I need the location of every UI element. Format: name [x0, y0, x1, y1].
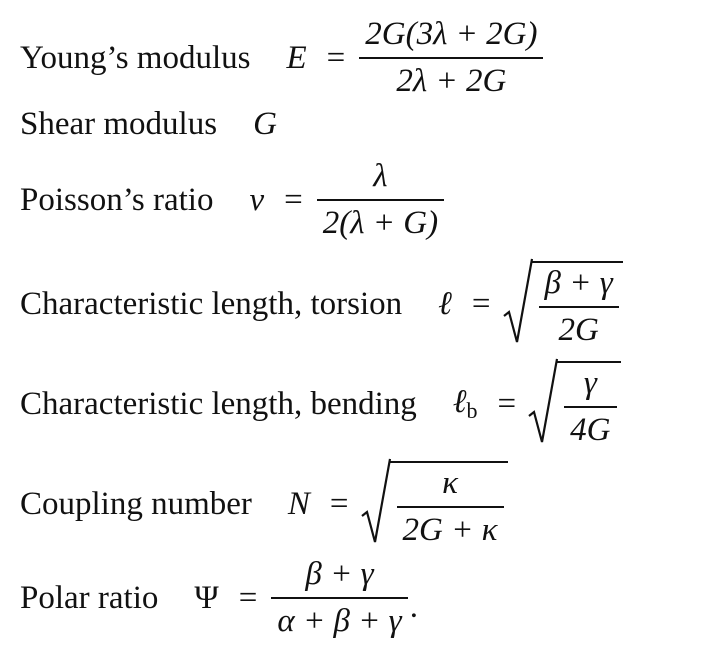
fraction-denominator: α + β + γ — [277, 603, 402, 639]
fraction-numerator: λ — [373, 158, 388, 194]
fraction-denominator: 4G — [570, 412, 611, 448]
square-root — [528, 358, 620, 450]
fraction-denominator: 2G — [558, 312, 599, 348]
formula-label: Coupling number — [20, 485, 252, 522]
fraction — [359, 18, 543, 98]
formula-expression — [194, 558, 418, 638]
formula-label: Characteristic length, torsion — [20, 285, 403, 322]
formula-row-youngs-modulus — [20, 18, 543, 98]
formula-expression — [286, 18, 543, 98]
formula-symbol: G — [253, 106, 277, 142]
fraction-denominator: 2(λ + G) — [322, 205, 439, 241]
square-root — [361, 458, 508, 550]
fraction-numerator: γ — [583, 365, 597, 401]
equals-sign: = — [497, 385, 517, 422]
formula-symbol-base: ℓ — [452, 384, 467, 420]
equals-sign: = — [326, 39, 346, 76]
formula-row-poissons-ratio — [20, 160, 444, 240]
trailing-period: . — [409, 589, 418, 625]
formula-label: Polar ratio — [20, 579, 159, 616]
square-root — [503, 258, 623, 350]
fraction — [271, 558, 407, 638]
radicand — [531, 261, 623, 347]
formula-symbol: Ψ — [194, 579, 219, 616]
formula-symbol: E — [286, 39, 307, 76]
fraction — [539, 267, 619, 347]
formula-expression — [288, 458, 508, 550]
fraction — [397, 467, 504, 547]
equals-sign: = — [238, 579, 258, 616]
formula-row-coupling-number — [20, 458, 508, 550]
equals-sign: = — [329, 485, 349, 522]
equals-sign: = — [284, 181, 303, 218]
formula-symbol — [453, 386, 478, 422]
fraction-numerator: 2G(3λ + 2G) — [365, 16, 538, 52]
equals-sign: = — [471, 285, 491, 322]
formula-row-shear-modulus — [20, 108, 277, 141]
radicand — [556, 361, 620, 447]
fraction-numerator: β + γ — [544, 265, 613, 301]
formula-label: Young’s modulus — [20, 39, 251, 76]
formula-expression — [438, 258, 623, 350]
radical-sign-icon — [361, 458, 391, 550]
radical-sign-icon — [503, 258, 533, 350]
formula-symbol: ℓ — [438, 285, 452, 322]
formula-label: Characteristic length, bending — [20, 385, 417, 422]
formula-row-characteristic-length-bending — [20, 358, 621, 450]
formula-label: Poisson’s ratio — [20, 181, 214, 218]
formula-expression — [453, 358, 621, 450]
formula-subscript: b — [466, 398, 478, 423]
fraction-denominator: 2G + κ — [402, 512, 498, 548]
radical-sign-icon — [528, 358, 558, 450]
formula-row-polar-ratio — [20, 558, 418, 638]
radicand — [389, 461, 508, 547]
fraction-numerator: β + γ — [305, 556, 374, 592]
formula-symbol: ν — [249, 181, 265, 218]
fraction — [564, 367, 616, 447]
formula-expression — [249, 160, 444, 240]
formula-symbol: N — [287, 485, 310, 522]
fraction — [317, 160, 444, 240]
formula-row-characteristic-length-torsion — [20, 258, 623, 350]
fraction-numerator: κ — [442, 465, 458, 501]
formula-label: Shear modulus — [20, 106, 218, 142]
fraction-denominator: 2λ + 2G — [396, 63, 507, 99]
